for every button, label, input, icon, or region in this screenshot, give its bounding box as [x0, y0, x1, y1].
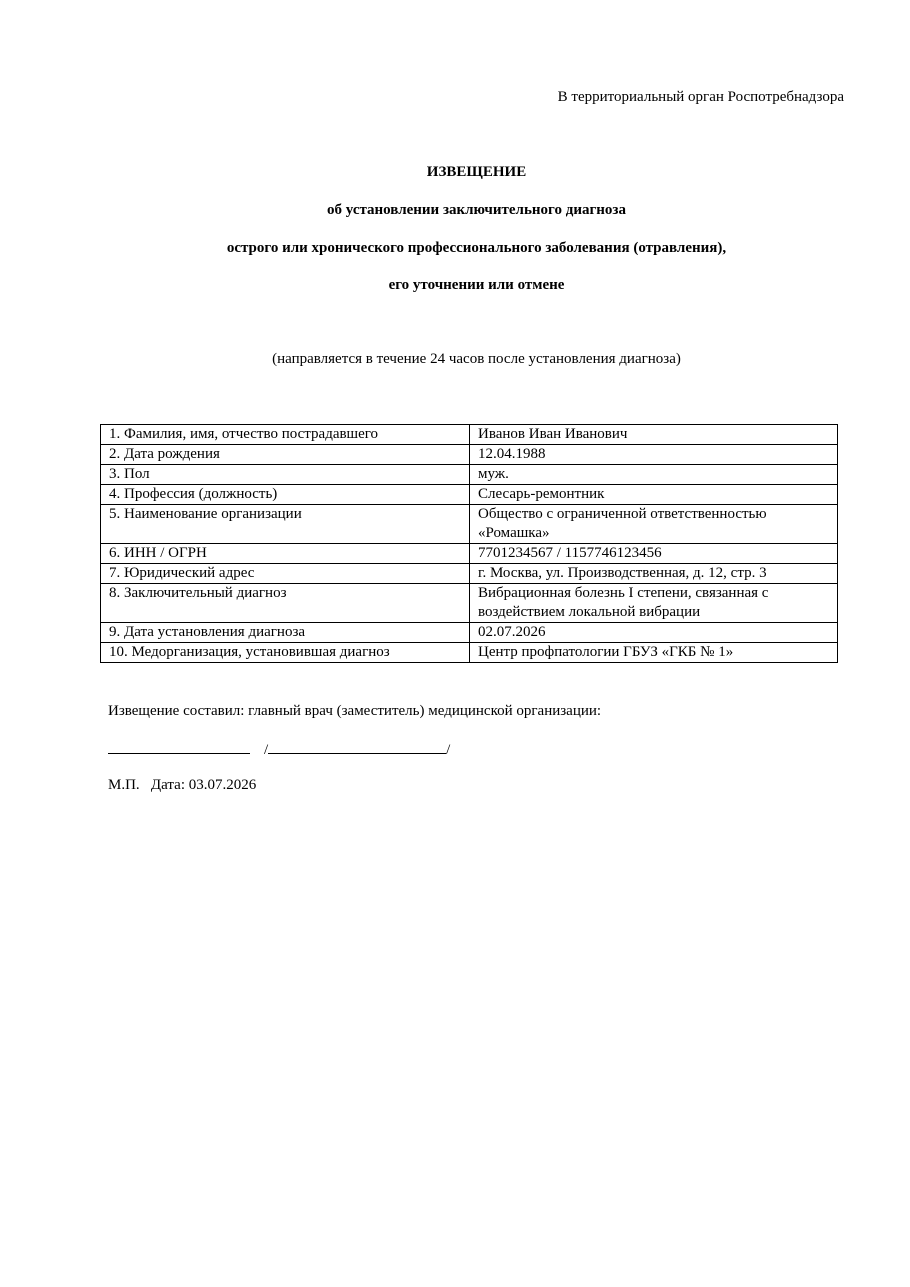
table-row [101, 564, 838, 584]
title-subline-1: об установлении заключительного диагноза [327, 202, 626, 218]
row-label: 8. Заключительный диагноз [101, 584, 470, 623]
date-label: Дата: [150, 777, 185, 793]
signature-slash-close: / [446, 742, 451, 758]
row-value: 02.07.2026 [470, 623, 838, 643]
date-value: 03.07.2026 [188, 777, 257, 793]
signature-slash-open: / [264, 742, 269, 758]
row-label: 4. Профессия (должность) [101, 485, 470, 505]
signature-line [108, 739, 450, 760]
row-label: 7. Юридический адрес [101, 564, 470, 584]
table-row [101, 465, 838, 485]
document-title: ИЗВЕЩЕНИЕ [426, 164, 527, 180]
table-row [101, 485, 838, 505]
patient-info-table [100, 424, 838, 663]
table-row [101, 425, 838, 445]
name-blank [268, 739, 446, 754]
row-label: 6. ИНН / ОГРН [101, 544, 470, 564]
row-value: 12.04.1988 [470, 445, 838, 465]
row-value: Слесарь-ремонтник [470, 485, 838, 505]
table-row [101, 505, 838, 544]
table-row [101, 623, 838, 643]
table-row [101, 643, 838, 663]
row-label: 9. Дата установления диагноза [101, 623, 470, 643]
row-value: Общество с ограниченной ответственностью «Ромашка» [470, 505, 838, 544]
compiled-by-text: Извещение составил: главный врач (заместитель) медицинской организации: [108, 703, 602, 719]
stamp-date-line [108, 775, 256, 795]
submission-note: (направляется в течение 24 часов после установления диагноза) [272, 351, 681, 367]
title-subline-3: его уточнении или отмене [388, 277, 565, 293]
row-label: 2. Дата рождения [101, 445, 470, 465]
title-subline-2: острого или хронического профессионального заболевания (отравления), [226, 240, 727, 256]
row-value: 7701234567 / 1157746123456 [470, 544, 838, 564]
addressee: В территориальный орган Роспотребнадзора [557, 89, 844, 105]
row-label: 10. Медорганизация, установившая диагноз [101, 643, 470, 663]
table-row [101, 544, 838, 564]
row-value: муж. [470, 465, 838, 485]
signature-blank [108, 739, 250, 754]
table-row [101, 445, 838, 465]
row-label: 5. Наименование организации [101, 505, 470, 544]
row-label: 1. Фамилия, имя, отчество пострадавшего [101, 425, 470, 445]
row-value: Центр профпатологии ГБУЗ «ГКБ № 1» [470, 643, 838, 663]
row-value: г. Москва, ул. Производственная, д. 12, стр. 3 [470, 564, 838, 584]
row-value: Иванов Иван Иванович [470, 425, 838, 445]
table-row [101, 584, 838, 623]
row-label: 3. Пол [101, 465, 470, 485]
stamp-label: М.П. [108, 777, 140, 793]
row-value: Вибрационная болезнь I степени, связанная с воздействием локальной вибрации [470, 584, 838, 623]
